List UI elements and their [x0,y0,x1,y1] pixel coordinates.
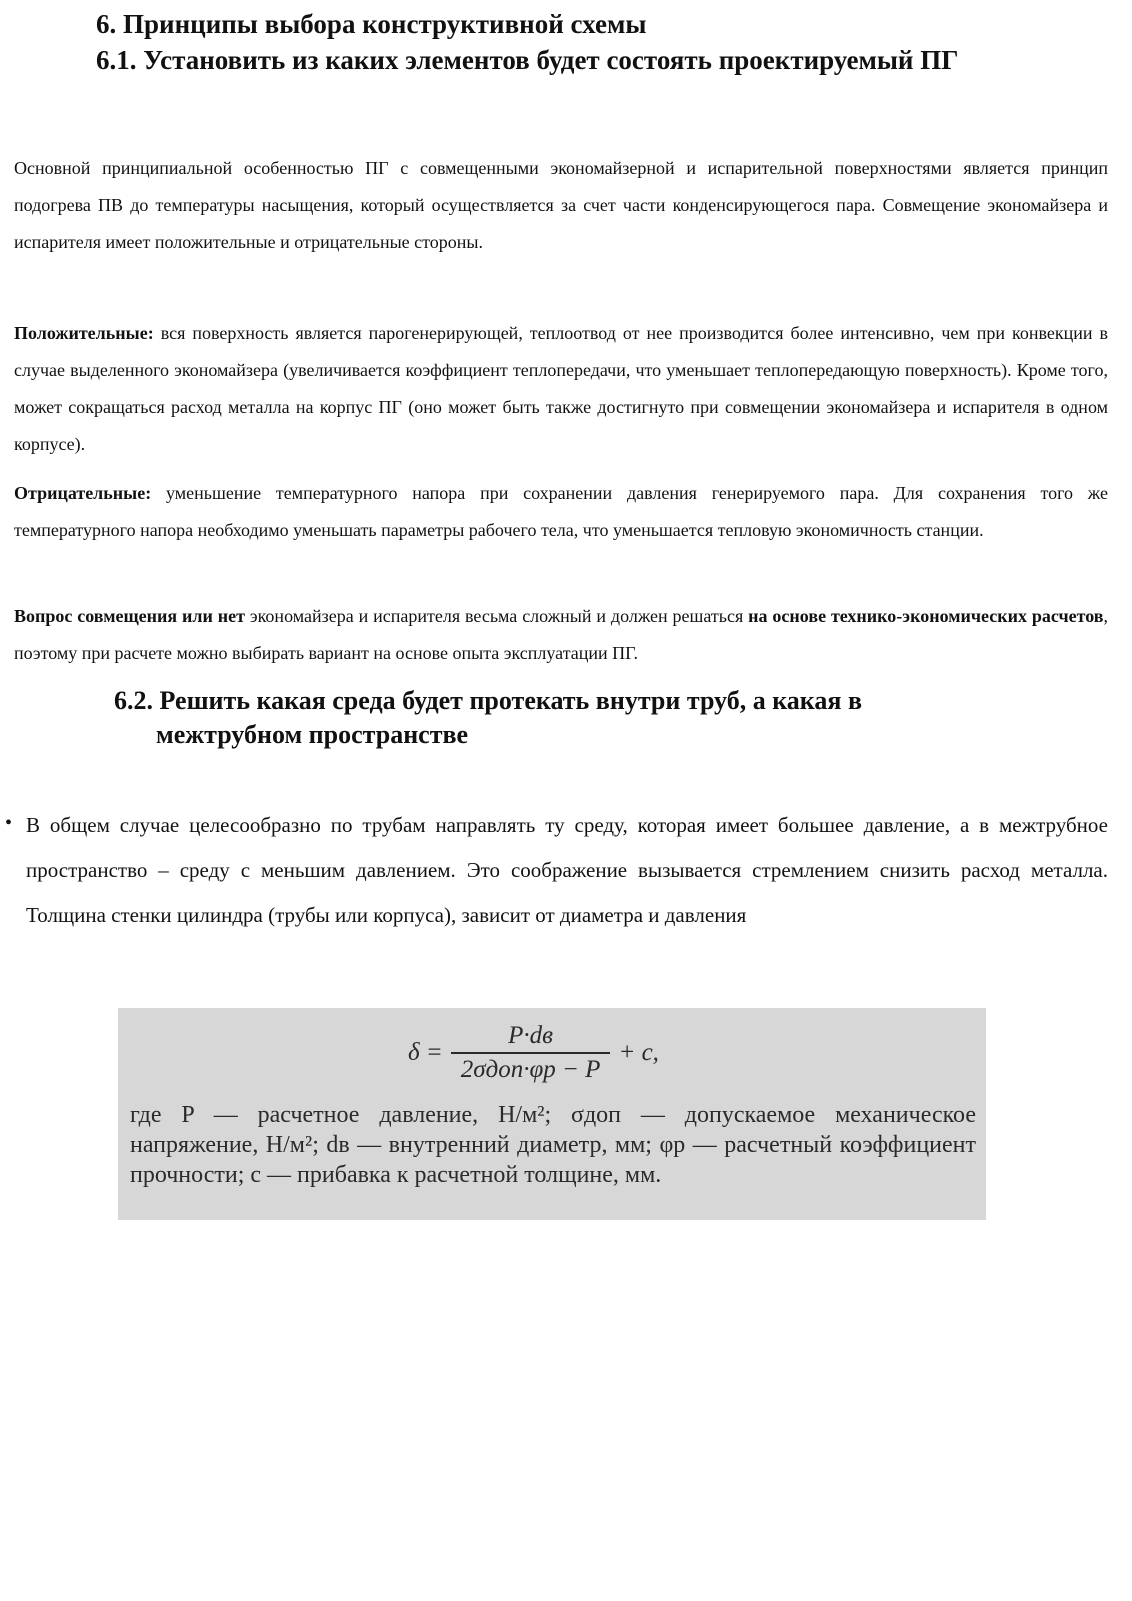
paragraph-pressure [26,803,1108,938]
subsection-title: 6.1. Установить из каких элементов будет состоять проектируемый ПГ [96,45,959,75]
formula-fraction [451,1022,611,1084]
subsection-title-2-line-2: межтрубном пространстве [156,720,469,749]
paragraph-positive [14,315,1108,463]
formula-scan [118,1008,986,1220]
negative-text: уменьшение температурного напора при сохранении давления генерируемого пара. Для сохранения того же температурного напора необходимо уменьшать параметры рабочего тела, что уменьшается тепловую экономичность станции. [14,483,1108,540]
formula-lhs: δ = [408,1039,443,1066]
formula-denominator: 2σдоп·φр − P [451,1052,611,1084]
positive-label: Положительные: [14,323,154,343]
paragraph-question [14,598,1108,672]
wall-thickness-formula [408,1022,659,1084]
question-text-1: экономайзера и испарителя весьма сложный и должен решаться [244,606,749,626]
question-bold-2: на основе технико-экономических расчетов [748,606,1104,626]
section-title: 6. Принципы выбора конструктивной схемы [96,9,647,39]
negative-label: Отрицательные: [14,483,152,503]
formula-numerator: P·dв [508,1022,554,1049]
paragraph-negative [14,475,1108,549]
bullet-icon: • [5,812,13,834]
formula-rhs: + c, [618,1039,659,1066]
paragraph-text: В общем случае целесообразно по трубам направлять ту среду, которая имеет большее давление, а в межтрубное пространство – среду с меньшим давлением. Это соображение вызывается стремлением снизить расход металла. Толщина стенки цилиндра (трубы или корпуса), зависит от диаметра и давления [26,813,1108,927]
paragraph-intro [14,150,1108,261]
subsection-title-2-line-1: 6.2. Решить какая среда будет протекать внутри труб, а какая в [114,686,862,715]
formula-legend: где P — расчетное давление, Н/м²; σдоп — допускаемое механическое напряжение, Н/м²; dв — внутренний диаметр, мм; φр — расчетный коэффициент прочности; c — прибавка к расчетной толщине, мм. [130,1102,976,1188]
paragraph-text: Основной принципиальной особенностью ПГ с совмещенными экономайзерной и испарительной поверхностями является принцип подогрева ПВ до температуры насыщения, который осуществляется за счет части конденсирующегося пара. Совмещение экономайзера и испарителя имеет положительные и отрицательные стороны. [14,158,1108,252]
question-bold-1: Вопрос совмещения или нет [14,606,245,626]
question-text-2: , поэтому при расчете можно выбирать вариант на основе опыта эксплуатации ПГ. [14,606,1109,663]
positive-text: вся поверхность является парогенерирующей, теплоотвод от нее производится более интенсивно, чем при конвекции в случае выделенного экономайзера (увеличивается коэффициент теплопередачи, что уменьшает теплопередающую поверхность). Кроме того, может сокращаться расход металла на корпус ПГ (оно может быть также достигнуто при совмещении экономайзера и испарителя в одном корпусе). [14,323,1108,454]
